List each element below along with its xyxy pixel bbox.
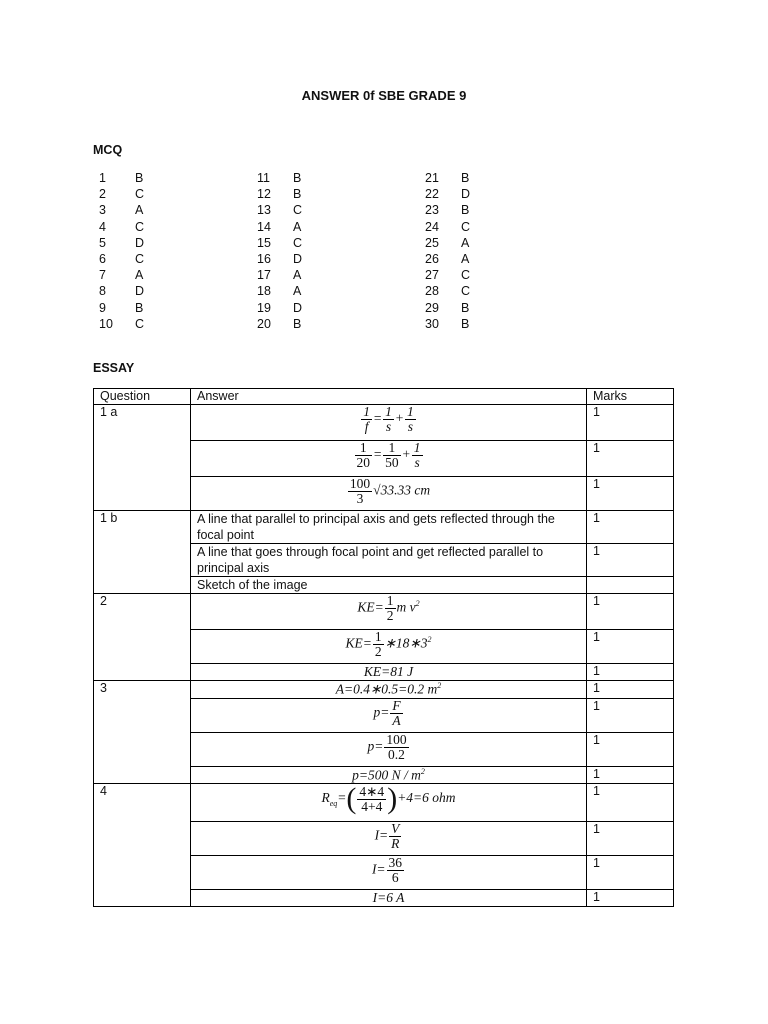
answer-cell (191, 405, 587, 441)
equation-term: +4=6 ohm (397, 790, 456, 806)
mcq-answer: B (135, 171, 144, 185)
mcq-number: 20 (257, 316, 271, 331)
equation-lhs: KE= (345, 635, 372, 651)
mcq-item (257, 300, 302, 316)
mcq-answer: C (461, 219, 471, 234)
denominator: 2 (374, 644, 382, 659)
mcq-answer: B (293, 316, 302, 331)
mcq-answer: D (293, 251, 303, 266)
numerator: 36 (388, 855, 403, 870)
answer-cell (191, 856, 587, 890)
mcq-number: 27 (425, 268, 439, 283)
mcq-number: 25 (425, 235, 439, 250)
mcq-item (99, 300, 144, 316)
exponent: 2 (427, 635, 432, 645)
mcq-item (257, 202, 302, 218)
mcq-item (99, 235, 144, 251)
fraction (387, 856, 405, 885)
answer-cell: Sketch of the image (191, 577, 587, 594)
essay-heading: ESSAY (93, 361, 135, 375)
mcq-item (425, 251, 470, 267)
numerator: 1 (386, 593, 394, 608)
fraction (355, 441, 373, 470)
answer-cell (191, 698, 587, 732)
mcq-answer: C (135, 219, 145, 234)
numerator: 100 (386, 731, 407, 747)
mcq-item (257, 170, 302, 186)
marks-cell: 1 (587, 732, 674, 766)
mcq-item (257, 235, 302, 251)
equals-sign: = (373, 410, 383, 426)
mcq-number: 3 (99, 203, 106, 218)
page-title: ANSWER 0f SBE GRADE 9 (301, 88, 467, 103)
denominator: f (364, 419, 369, 434)
answer-cell (191, 732, 587, 766)
mcq-number: 2 (99, 187, 106, 202)
numerator: 1 (355, 441, 373, 456)
mcq-column-1 (99, 170, 144, 332)
mcq-answer: D (135, 235, 145, 250)
mcq-number: 4 (99, 219, 106, 234)
mcq-answer: A (135, 268, 144, 283)
mcq-answer: A (461, 251, 470, 266)
fraction (357, 785, 386, 814)
right-paren: ) (387, 782, 398, 815)
mcq-item (425, 283, 470, 299)
mcq-number: 12 (257, 187, 271, 202)
mcq-answer: A (135, 203, 144, 218)
mcq-answer: B (461, 203, 470, 218)
marks-cell: 1 (587, 544, 674, 577)
answer-cell (191, 594, 587, 630)
question-label: 2 (94, 594, 191, 681)
answer-cell (191, 630, 587, 664)
mcq-item (99, 219, 144, 235)
exponent: 2 (437, 681, 442, 690)
numerator: 1 (374, 629, 382, 644)
marks-cell: 1 (587, 681, 674, 699)
mcq-number: 6 (99, 251, 106, 266)
marks-cell: 1 (587, 784, 674, 822)
question-label: 4 (94, 784, 191, 907)
equation-lhs: KE= (357, 599, 384, 615)
mcq-number: 30 (425, 316, 439, 331)
fraction (373, 630, 384, 659)
mcq-answer: C (135, 251, 145, 266)
marks-cell: 1 (587, 594, 674, 630)
marks-cell: 1 (587, 890, 674, 907)
denominator: 4+4 (361, 798, 383, 814)
answer-cell (191, 766, 587, 784)
equation-lhs: p= (367, 738, 384, 754)
mcq-number: 11 (257, 171, 270, 185)
mcq-item (425, 316, 470, 332)
mcq-item (99, 202, 144, 218)
table-row (94, 784, 674, 822)
table-row (94, 681, 674, 699)
numerator: V (391, 821, 400, 836)
exponent: 2 (420, 766, 425, 776)
mcq-number: 1 (99, 171, 106, 185)
mcq-answer: D (135, 284, 145, 299)
numerator: 1 (407, 404, 414, 419)
mcq-item (99, 170, 144, 186)
marks-cell: 1 (587, 856, 674, 890)
question-label: 3 (94, 681, 191, 784)
mcq-number: 9 (99, 300, 106, 315)
equation-text: A=0.4∗0.5=0.2 m (335, 681, 438, 697)
fraction (361, 405, 372, 434)
equation-lhs: R (321, 790, 330, 806)
fraction (384, 733, 408, 762)
table-row (94, 594, 674, 630)
mcq-answer: B (461, 171, 470, 185)
mcq-answer: C (461, 268, 471, 283)
denominator: 6 (391, 870, 399, 885)
question-label: 1 a (94, 405, 191, 511)
equals-sign: = (373, 446, 383, 462)
mcq-answer: B (135, 300, 144, 315)
mcq-number: 23 (425, 203, 439, 218)
plus-sign: + (401, 446, 411, 462)
mcq-item (425, 186, 470, 202)
mcq-number: 10 (99, 316, 113, 331)
answer-cell (191, 681, 587, 699)
denominator: 20 (356, 455, 370, 470)
table-header-row (94, 389, 674, 405)
mcq-answer: A (293, 268, 302, 283)
mcq-answer: C (135, 316, 145, 331)
numerator: F (392, 697, 401, 713)
fraction (348, 477, 372, 506)
plus-sign: + (394, 410, 404, 426)
mcq-answer: B (461, 316, 470, 331)
mcq-item (99, 251, 144, 267)
mcq-answer: A (293, 219, 302, 234)
marks-cell: 1 (587, 477, 674, 511)
fraction (412, 441, 423, 470)
mcq-item (257, 219, 302, 235)
denominator: s (385, 419, 392, 434)
denominator: R (391, 836, 400, 851)
mcq-answer: C (461, 284, 471, 299)
mcq-column-3 (425, 170, 470, 332)
equation-term: m v (396, 599, 416, 615)
mcq-item (257, 283, 302, 299)
mcq-number: 5 (99, 235, 106, 250)
denominator: 2 (386, 608, 394, 623)
numerator: 1 (385, 404, 392, 419)
equation-lhs: I= (371, 861, 386, 877)
mcq-answer: D (293, 300, 303, 315)
answer-cell (191, 477, 587, 511)
numerator: 1 (363, 404, 370, 419)
mcq-number: 13 (257, 203, 271, 218)
mcq-number: 15 (257, 235, 271, 250)
mcq-number: 24 (425, 219, 439, 234)
equation-lhs: I= (374, 827, 389, 843)
left-paren: ( (346, 782, 357, 815)
fraction (405, 405, 416, 434)
essay-table (93, 388, 674, 907)
marks-cell (587, 577, 674, 594)
mcq-number: 22 (425, 187, 439, 202)
mcq-number: 7 (99, 268, 106, 283)
result-text: √33.33 cm (373, 482, 431, 498)
marks-cell: 1 (587, 441, 674, 477)
mcq-item (425, 219, 470, 235)
mcq-answer: B (293, 187, 302, 202)
denominator: 0.2 (388, 746, 405, 762)
mcq-item (257, 186, 302, 202)
denominator: s (407, 419, 413, 434)
mcq-number: 19 (257, 300, 271, 315)
equation-text: p=500 N / m (352, 767, 421, 782)
equation-term: ∗18∗3 (384, 635, 428, 651)
mcq-number: 17 (257, 268, 271, 283)
numerator: 1 (413, 440, 421, 455)
mcq-item (425, 300, 470, 316)
mcq-answer: B (293, 171, 302, 185)
mcq-item (99, 267, 144, 283)
answer-cell (191, 822, 587, 856)
numerator: 1 (383, 441, 401, 456)
mcq-item (257, 267, 302, 283)
mcq-answer: A (293, 284, 302, 299)
fraction (390, 699, 402, 728)
equals-sign: = (337, 790, 347, 806)
mcq-answer: C (293, 235, 303, 250)
numerator: 100 (349, 476, 371, 491)
question-label: 1 b (94, 511, 191, 594)
fraction (389, 822, 401, 851)
mcq-number: 14 (257, 219, 271, 234)
mcq-number: 28 (425, 284, 439, 299)
denominator: A (392, 712, 401, 728)
fraction (385, 594, 396, 623)
mcq-number: 21 (425, 171, 439, 185)
mcq-item (425, 235, 470, 251)
marks-cell: 1 (587, 405, 674, 441)
equation-lhs: p= (373, 704, 390, 720)
mcq-number: 16 (257, 251, 271, 266)
table-row (94, 511, 674, 544)
marks-cell: 1 (587, 664, 674, 681)
fraction (383, 405, 394, 434)
mcq-item (99, 316, 144, 332)
mcq-item (425, 202, 470, 218)
fraction (383, 441, 401, 470)
denominator: s (414, 455, 420, 470)
mcq-number: 26 (425, 251, 439, 266)
mcq-item (425, 267, 470, 283)
mcq-item (257, 316, 302, 332)
marks-cell: 1 (587, 511, 674, 544)
mcq-number: 18 (257, 284, 271, 299)
mcq-answer: C (293, 203, 303, 218)
mcq-item (99, 283, 144, 299)
mcq-answer: A (461, 235, 470, 250)
mcq-column-2 (257, 170, 302, 332)
header-marks: Marks (587, 389, 674, 405)
mcq-number: 8 (99, 284, 106, 299)
denominator: 50 (385, 455, 399, 470)
mcq-number: 29 (425, 300, 439, 315)
mcq-answer: C (135, 187, 145, 202)
answer-cell: A line that parallel to principal axis and gets reflected through the focal point (191, 511, 587, 544)
mcq-item (99, 186, 144, 202)
marks-cell: 1 (587, 698, 674, 732)
exponent: 2 (415, 599, 420, 609)
mcq-item (257, 251, 302, 267)
mcq-answer: B (461, 300, 470, 315)
denominator: 3 (356, 491, 364, 506)
answer-cell (191, 784, 587, 822)
header-question: Question (94, 389, 191, 405)
marks-cell: 1 (587, 766, 674, 784)
mcq-heading: MCQ (93, 143, 123, 157)
table-row (94, 405, 674, 441)
marks-cell: 1 (587, 630, 674, 664)
header-answer: Answer (191, 389, 587, 405)
mcq-answer: D (461, 187, 471, 202)
marks-cell: 1 (587, 822, 674, 856)
numerator: 4∗4 (359, 783, 385, 799)
mcq-item (425, 170, 470, 186)
answer-cell: KE=81 J (191, 664, 587, 681)
subscript: eq (329, 798, 338, 808)
answer-cell: I=6 A (191, 890, 587, 907)
answer-cell: A line that goes through focal point and get reflected parallel to principal axis (191, 544, 587, 577)
answer-cell (191, 441, 587, 477)
